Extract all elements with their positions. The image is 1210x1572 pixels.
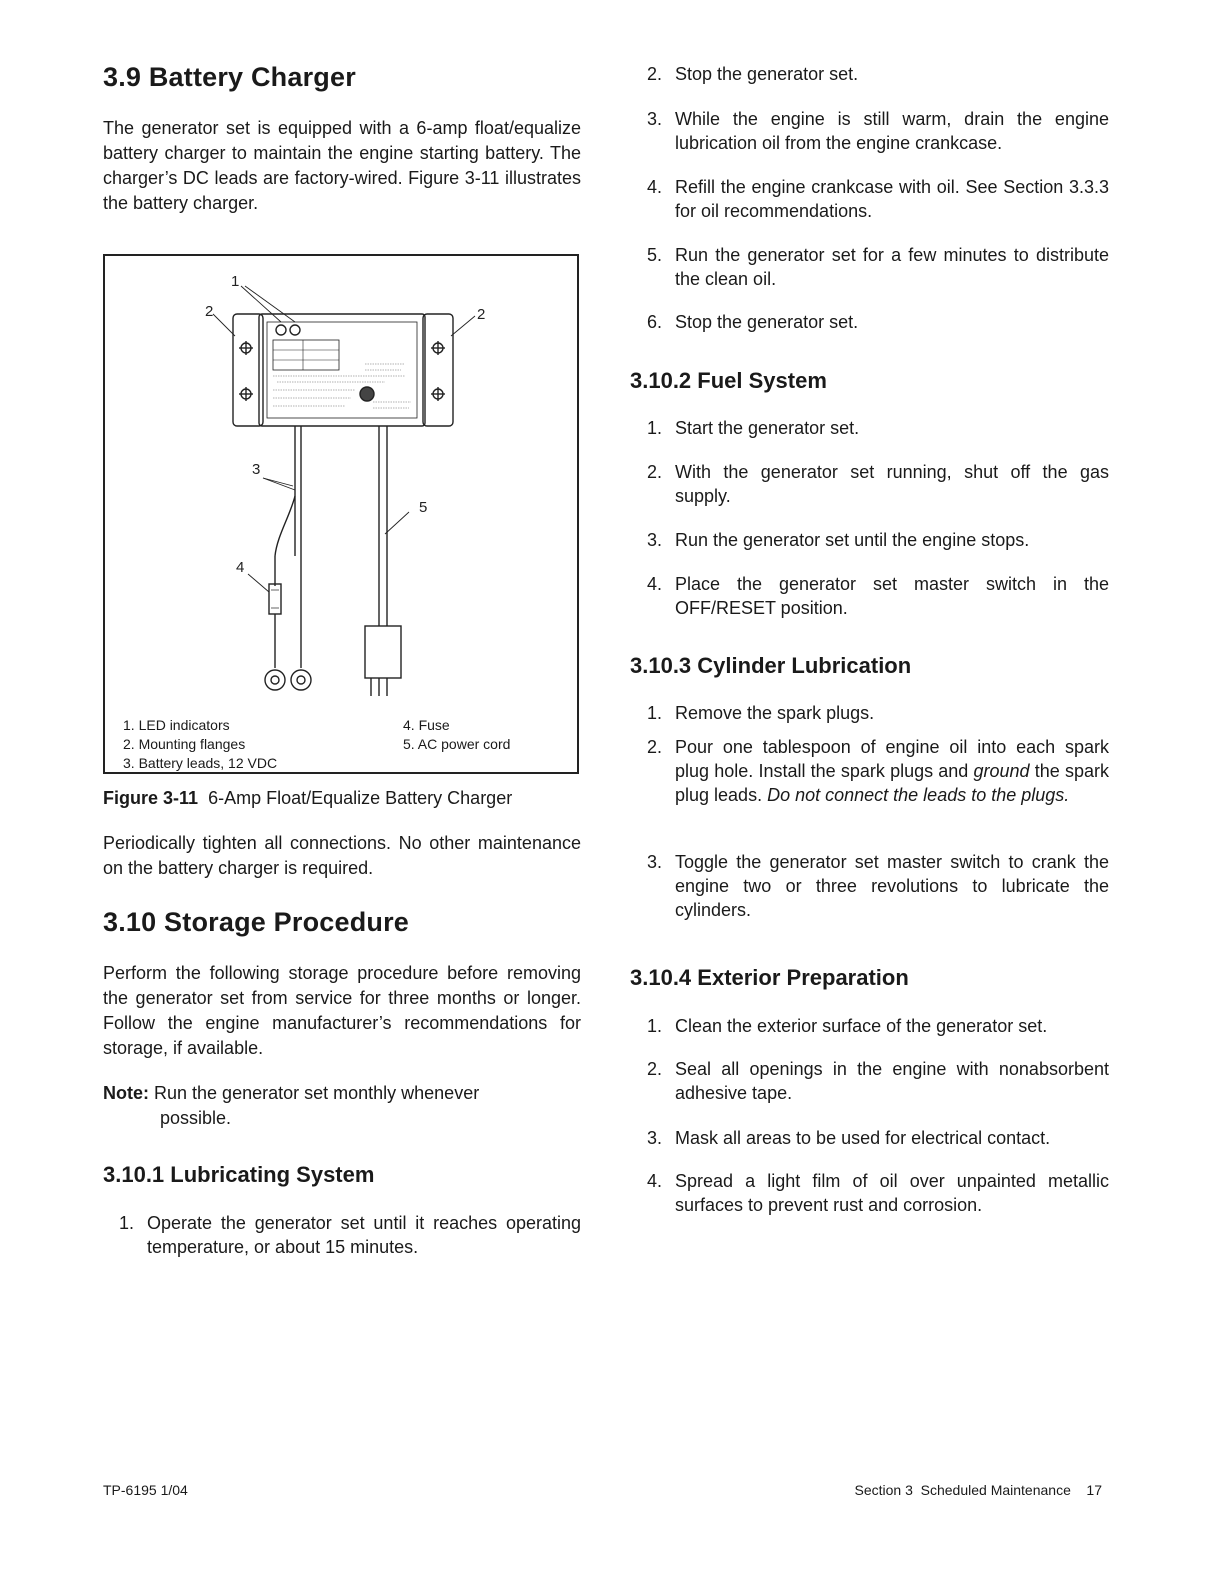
step-number: 4. (647, 1171, 663, 1191)
step-text: Operate the generator set until it reaches operating temperature, or about 15 minutes. (147, 1213, 581, 1257)
led-indicator-1 (276, 325, 286, 335)
step-text: Toggle the generator set master switch to crank the engine two or three revolutions to lubricate the cylinders. (675, 852, 1109, 920)
step-text-part: Pour one tablespoon of engine oil into each spark plug hole. Install the spark plugs and (675, 737, 1109, 781)
step-number: 1. (647, 1016, 663, 1036)
step-text: Stop the generator set. (675, 312, 859, 332)
legend-item-2: 2. Mounting flanges (123, 736, 246, 752)
ac-plug (365, 626, 401, 678)
note-text-line-1: Run the generator set monthly whenever (154, 1083, 480, 1103)
step-text: Mask all areas to be used for electrical contact. (675, 1128, 1051, 1148)
footer-section-page: Section 3 Scheduled Maintenance 17 (854, 1482, 1102, 1498)
certification-mark-icon (360, 387, 374, 401)
figure-legend-left (123, 716, 277, 773)
section-3-10-1-title: 3.10.1 Lubricating System (103, 1162, 375, 1187)
step-number: 3. (647, 109, 663, 129)
figure-legend-right (403, 716, 510, 754)
step-text: While the engine is still warm, drain the engine lubrication oil from the engine crankcase. (675, 109, 1109, 153)
step-text-part: the spark plug leads. (675, 761, 1109, 805)
callout-4: 4 (236, 559, 245, 576)
step-number: 4. (647, 574, 663, 594)
callout-5: 5 (419, 499, 428, 516)
step-text: Remove the spark plugs. (675, 703, 875, 723)
step-text: Stop the generator set. (675, 64, 859, 84)
step-number: 3. (647, 852, 663, 872)
note-label: Note: (103, 1083, 149, 1103)
fuse-holder (269, 584, 281, 614)
step-text (675, 735, 1109, 807)
callout-1: 1 (231, 273, 240, 290)
step-number: 1. (647, 703, 663, 723)
step-number: 3. (647, 530, 663, 550)
ring-terminal-2 (291, 670, 311, 690)
legend-item-5: 5. AC power cord (403, 736, 511, 752)
footer-document-id: TP-6195 1/04 (103, 1482, 188, 1498)
step-text: Refill the engine crankcase with oil. See Section 3.3.3 for oil recommendations. (675, 177, 1109, 221)
figure-3-11-box (103, 254, 579, 774)
led-indicator-2 (290, 325, 300, 335)
step-number: 6. (647, 312, 663, 332)
step-number: 1. (119, 1213, 135, 1233)
figure-caption-text: 6-Amp Float/Equalize Battery Charger (208, 788, 513, 808)
battery-charger-illustration (105, 256, 577, 696)
callout-2-right: 2 (477, 306, 486, 323)
step-number: 1. (647, 418, 663, 438)
callout-3: 3 (252, 461, 261, 478)
section-3-9-paragraph: The generator set is equipped with a 6-amp float/equalize battery charger to maintain the engine starting battery. The charger’s DC leads are factory-wired. Figure 3-11 illustrates the battery charger. (103, 118, 581, 213)
legend-item-3: 3. Battery leads, 12 VDC (123, 755, 278, 771)
step-number: 2. (647, 64, 663, 84)
step-number: 4. (647, 177, 663, 197)
step-text: With the generator set running, shut off the gas supply. (675, 462, 1109, 506)
step-number: 2. (647, 737, 663, 757)
step-text: Seal all openings in the engine with nonabsorbent adhesive tape. (675, 1059, 1109, 1103)
note-text-line-2: possible. (160, 1108, 232, 1128)
step-text-italic-ground: ground (973, 761, 1030, 781)
section-3-10-2-title: 3.10.2 Fuel System (630, 368, 827, 393)
section-3-10-title: 3.10 Storage Procedure (103, 907, 410, 937)
step-text-warning: Do not connect the leads to the plugs. (767, 785, 1070, 805)
step-number: 2. (647, 1059, 663, 1079)
step-text: Run the generator set until the engine stops. (675, 530, 1030, 550)
figure-caption (103, 788, 512, 809)
step-text: Clean the exterior surface of the generator set. (675, 1016, 1048, 1036)
callout-2-left: 2 (205, 303, 214, 320)
step-number: 5. (647, 245, 663, 265)
step-number: 2. (647, 462, 663, 482)
ring-terminal-1 (265, 670, 285, 690)
section-3-10-4-title: 3.10.4 Exterior Preparation (630, 965, 909, 990)
section-3-10-3-title: 3.10.3 Cylinder Lubrication (630, 653, 912, 678)
step-text: Start the generator set. (675, 418, 860, 438)
step-text: Place the generator set master switch in the OFF/RESET position. (675, 574, 1109, 618)
legend-item-4: 4. Fuse (403, 717, 450, 733)
right-mounting-flange (423, 314, 453, 426)
step-text: Spread a light film of oil over unpainted metallic surfaces to prevent rust and corrosion. (675, 1171, 1109, 1215)
storage-note (103, 1081, 581, 1131)
periodic-maintenance-paragraph: Periodically tighten all connections. No other maintenance on the battery charger is required. (103, 833, 581, 878)
section-3-10-paragraph: Perform the following storage procedure before removing the generator set from service for three months or longer. Follow the engine manufacturer’s recommendations for storage, if available. (103, 963, 581, 1058)
figure-caption-label: Figure 3-11 (103, 788, 199, 808)
section-3-9-title: 3.9 Battery Charger (103, 62, 356, 92)
step-number: 3. (647, 1128, 663, 1148)
legend-item-1: 1. LED indicators (123, 717, 230, 733)
step-text: Run the generator set for a few minutes to distribute the clean oil. (675, 245, 1109, 289)
